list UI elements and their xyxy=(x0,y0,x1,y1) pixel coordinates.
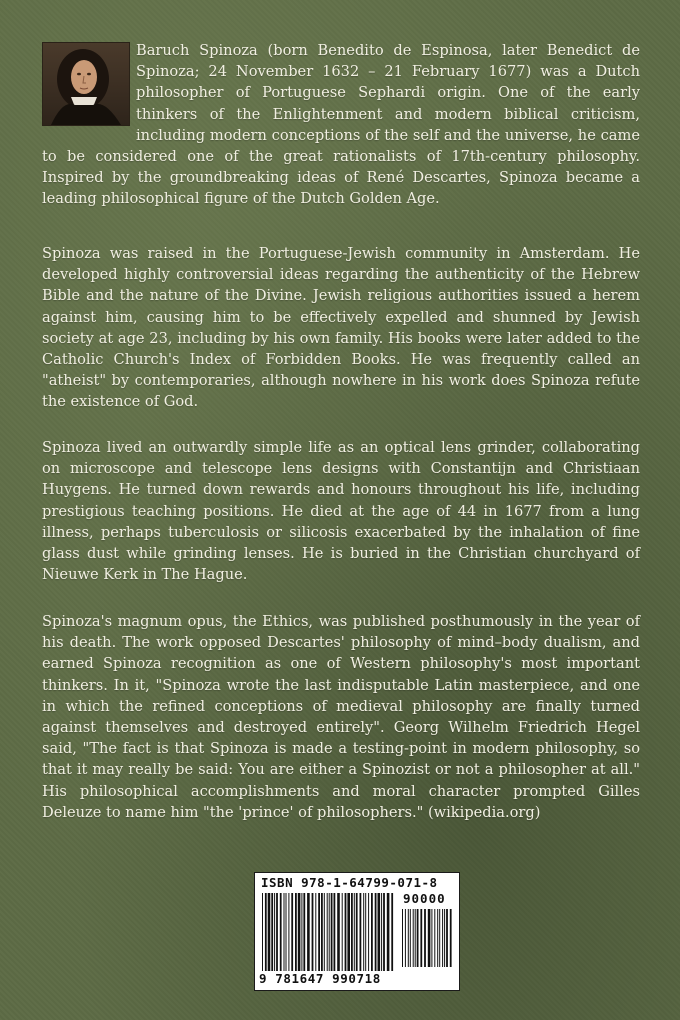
isbn-label: ISBN 978-1-64799-071-8 xyxy=(261,875,438,890)
ean-bars xyxy=(261,893,397,971)
isbn-digits: 9 781647 990718 xyxy=(259,971,381,986)
paragraph-early-life: Spinoza was raised in the Portuguese-Jewish community in Amsterdam. He developed highly controversial ideas regarding the authenticity of the Hebrew Bible and the nature of the Divine. Jewish religious authorities issued a herem against him, causing him to be effectively expelled and shunned by Jewish society at age 23, including by his own family. His books were later added to the Catholic Church's Index of Forbidden Books. He was frequently called an "atheist" by contemporaries, although nowhere in his work does Spinoza refute the existence of God. xyxy=(42,245,640,411)
addon-bars xyxy=(401,909,453,967)
paragraph-lens-grinder: Spinoza lived an outwardly simple life as an optical lens grinder, collaborating on microscope and telescope lens designs with Constantijn and Christiaan Huygens. He turned down rewards and honours throughout his life, including prestigious teaching positions. He died at the age of 44 in 1677 from a lung illness, perhaps tuberculosis or silicosis exacerbated by the inhalation of fine glass dust while grinding lenses. He is buried in the Christian churchyard of Nieuwe Kerk in The Hague. xyxy=(42,439,640,584)
paragraph-ethics: Spinoza's magnum opus, the Ethics, was published posthumously in the year of his death. The work opposed Descartes' philosophy of mind–body dualism, and earned Spinoza recognition as one of Western philosophy's most important thinkers. In it, "Spinoza wrote the last indisputable Latin masterpiece, and one in which the refined conceptions of medieval philosophy are finally turned against themselves and destroyed entirely". Georg Wilhelm Friedrich Hegel said, "The fact is that Spinoza is made a testing-point in modern philosophy, so that it may really be said: You are either a Spinozist or not a philosopher at all." His philosophical accomplishments and moral character prompted Gilles Deleuze to name him "the 'prince' of philosophers." (wikipedia.org) xyxy=(42,613,640,821)
spinoza-portrait xyxy=(42,42,130,126)
isbn-barcode xyxy=(254,872,460,991)
price-code: 90000 xyxy=(403,891,446,906)
paragraph-intro-text: Baruch Spinoza (born Benedito de Espinosa, later Benedict de Spinoza; 24 November 1632 – 21 February 1677) was a Dutch philosopher of Portuguese Sephardi origin. One of the early thinkers of the Enlightenment and modern biblical criticism, including modern conceptions of the self and the universe, he came to be considered one of the great rationalists of 17th-century philosophy. Inspired by the groundbreaking ideas of René Descartes, Spinoza became a leading philosophical figure of the Dutch Golden Age. xyxy=(42,42,640,208)
paragraph-intro xyxy=(42,40,640,210)
